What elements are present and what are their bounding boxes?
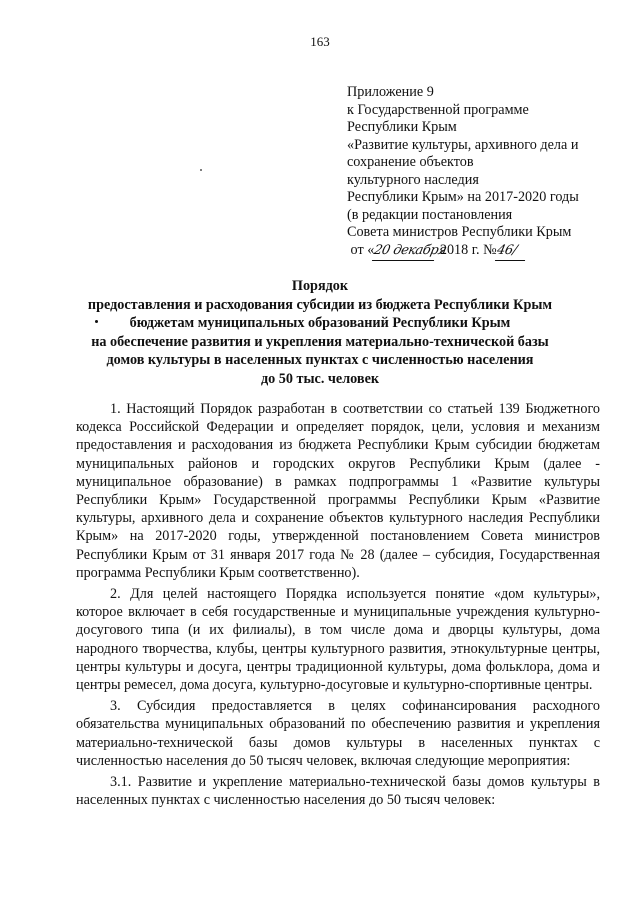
appendix-line: Республики Крым bbox=[347, 119, 457, 135]
title-line: бюджетам муниципальных образований Республики Крым bbox=[129, 315, 511, 331]
appendix-line: «Развитие культуры, архивного дела и bbox=[347, 136, 579, 153]
appendix-line: (в редакции постановления bbox=[347, 206, 513, 223]
scan-speck bbox=[200, 169, 202, 171]
document-body bbox=[76, 400, 600, 812]
title-line: до 50 тыс. человек bbox=[260, 370, 380, 387]
appendix-line: к Государственной программе bbox=[347, 101, 529, 118]
paragraph-1: 1. Настоящий Порядок разработан в соответствии со статьей 139 Бюджетного кодекса Российской Федерации и определяет порядок, цели, условия и механизм предоставления и расходования из бюджета Республики Крым субсидии бюджетам муниципальных районов и городских округов Республики Крым (далее - муниципальное образование) в рамках подпрограммы 1 «Развитие культуры Республики Крым» Государственной программы Республики Крым «Развитие культуры, архивного дела и сохранение объектов культурного наследия Республики Крым» на 2017-2020 годы, утвержденной постановлением Совета министров Республики Крым от 31 января 2017 года № 28 (далее – субсидия, Государственная программа Республики Крым соответственно). bbox=[76, 401, 600, 581]
document-title bbox=[70, 277, 570, 388]
sign-prefix: от « bbox=[350, 241, 375, 258]
page-number: 163 bbox=[310, 34, 330, 49]
title-line: предоставления и расходования субсидии из бюджета Республики Крым bbox=[87, 296, 553, 313]
title-line: домов культуры в населенных пунктах с численностью населения bbox=[106, 352, 534, 368]
appendix-block bbox=[347, 84, 632, 260]
title-line: Порядок bbox=[291, 278, 349, 294]
appendix-line: Республики Крым» на 2017-2020 годы bbox=[347, 189, 579, 205]
title-line: на обеспечение развития и укрепления материально-технической базы bbox=[91, 333, 549, 350]
signature-date-line bbox=[347, 242, 632, 261]
paragraph-3: 3. Субсидия предоставляется в целях софинансирования расходного обязательства муниципальных образований по обеспечению развития и укрепления материально-технической базы домов культуры в населенных пунктах с численностью населения до 50 тысяч человек, включая следующие мероприятия: bbox=[76, 698, 600, 769]
handwritten-number: 46/ bbox=[495, 242, 529, 261]
appendix-line: сохранение объектов bbox=[347, 154, 474, 170]
handwritten-date: 20 декабря bbox=[372, 242, 438, 261]
appendix-line: Совета министров Республики Крым bbox=[347, 224, 572, 240]
appendix-line: Приложение 9 bbox=[347, 84, 434, 100]
paragraph-2: 2. Для целей настоящего Порядка используется понятие «дом культуры», которое включает в себя государственные и муниципальные учреждения культурно-досугового типа (и их филиалы), в том числе дома и дворцы культуры, дома народного творчества, клубы, центры культурного развития, этнокультурные центры, центры культуры и досуга, центры традиционной культуры, дома фольклора, дома и центры ремесел, дома досуга, культурно-досуговые и культурно-спортивные центры. bbox=[76, 586, 600, 694]
appendix-line: культурного наследия bbox=[347, 171, 479, 188]
sign-year: 2018 г. № bbox=[439, 241, 497, 258]
paragraph-3-1: 3.1. Развитие и укрепление материально-технической базы домов культуры в населенных пунктах с численностью населения до 50 тысяч человек: bbox=[76, 774, 600, 809]
